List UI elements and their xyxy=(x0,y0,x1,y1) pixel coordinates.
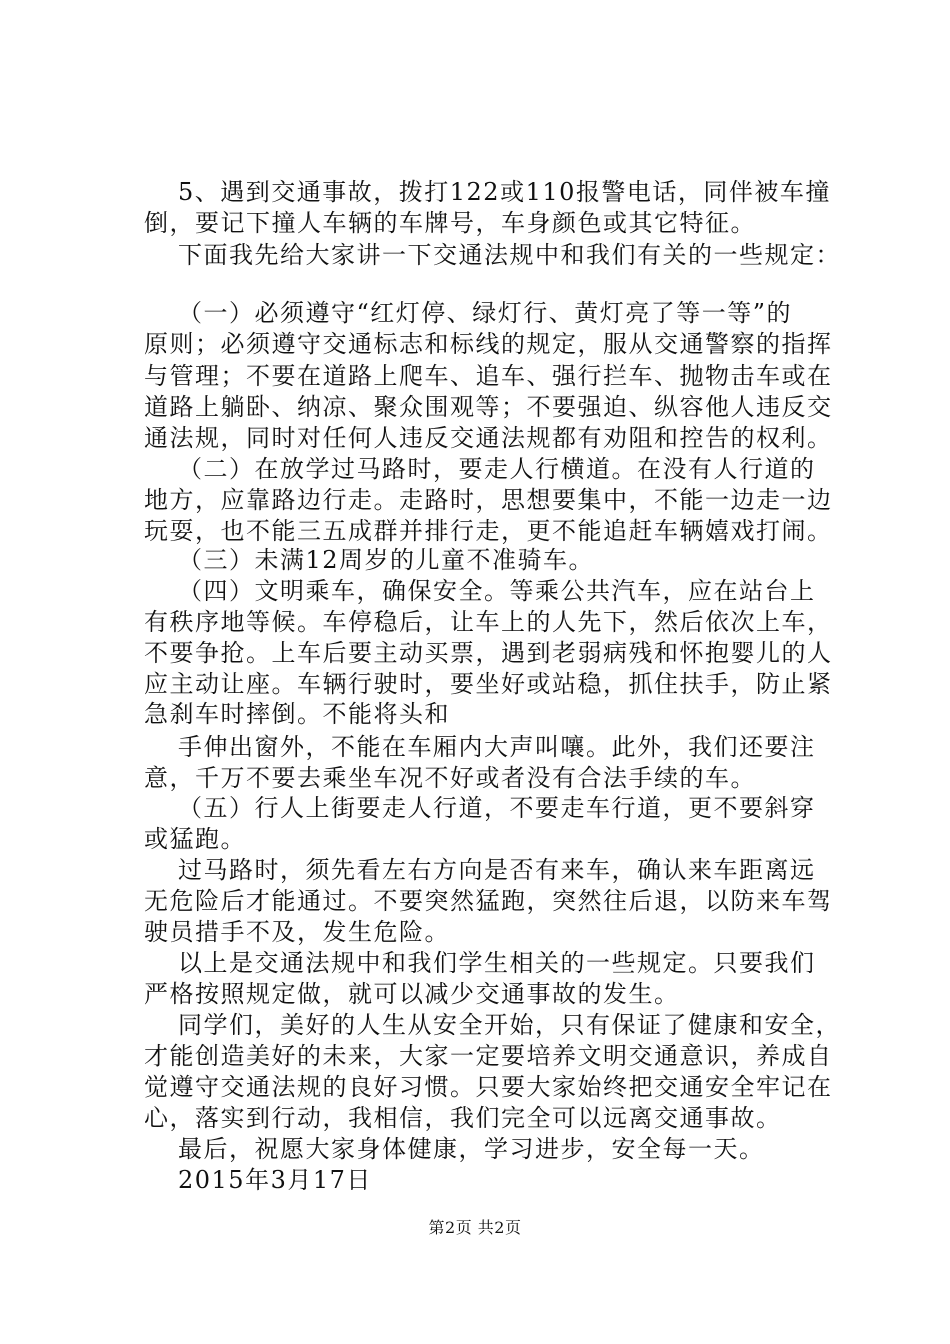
text-line: 5、遇到交通事故，拨打122或110报警电话，同伴被车撞 xyxy=(178,178,831,206)
text-line: 严格按照规定做，就可以减少交通事故的发生。 xyxy=(144,980,680,1008)
text-line: （五）行人上街要走人行道，不要走车行道，更不要斜穿 xyxy=(178,794,816,822)
text-line: 才能创造美好的未来，大家一定要培养文明交通意识，养成自 xyxy=(144,1042,833,1070)
text-line: （二）在放学过马路时，要走人行横道。在没有人行道的 xyxy=(178,455,816,483)
text-line: 急刹车时摔倒。不能将头和 xyxy=(144,700,450,728)
text-line: 过马路时，须先看左右方向是否有来车，确认来车距离远 xyxy=(178,856,816,884)
date-line: 2015年3月17日 xyxy=(178,1166,372,1194)
page-footer: 第2页 共2页 xyxy=(428,1218,522,1237)
text-line: 同学们，美好的人生从安全开始，只有保证了健康和安全， xyxy=(178,1011,841,1039)
text-line: 下面我先给大家讲一下交通法规中和我们有关的一些规定： xyxy=(178,241,841,269)
text-line: 觉遵守交通法规的良好习惯。只要大家始终把交通安全牢记在 xyxy=(144,1073,833,1101)
text-line: 驶员措手不及，发生危险。 xyxy=(144,918,450,946)
text-line: 原则；必须遵守交通标志和标线的规定，服从交通警察的指挥 xyxy=(144,330,833,358)
text-line: 道路上躺卧、纳凉、聚众围观等；不要强迫、纵容他人违反交 xyxy=(144,393,833,421)
text-line: 或猛跑。 xyxy=(144,825,246,853)
text-line: 手伸出窗外，不能在车厢内大声叫嚷。此外，我们还要注 xyxy=(178,733,816,761)
text-line: 有秩序地等候。车停稳后，让车上的人先下，然后依次上车， xyxy=(144,608,833,636)
text-line: （一）必须遵守“红灯停、绿灯行、黄灯亮了等一等”的 xyxy=(178,299,793,327)
text-line: （四）文明乘车，确保安全。等乘公共汽车，应在站台上 xyxy=(178,577,816,605)
text-line: 应主动让座。车辆行驶时，要坐好或站稳，抓住扶手，防止紧 xyxy=(144,670,833,698)
text-line: 最后，祝愿大家身体健康，学习进步，安全每一天。 xyxy=(178,1135,765,1163)
text-line: 意，千万不要去乘坐车况不好或者没有合法手续的车。 xyxy=(144,764,756,792)
text-line: 以上是交通法规中和我们学生相关的一些规定。只要我们 xyxy=(178,949,816,977)
text-line: 与管理；不要在道路上爬车、追车、强行拦车、抛物击车或在 xyxy=(144,362,833,390)
text-line: 地方，应靠路边行走。走路时，思想要集中，不能一边走一边 xyxy=(144,486,833,514)
text-line: 玩耍，也不能三五成群并排行走，更不能追赶车辆嬉戏打闹。 xyxy=(144,517,833,545)
text-line: （三）未满12周岁的儿童不准骑车。 xyxy=(178,546,595,574)
text-line: 不要争抢。上车后要主动买票，遇到老弱病残和怀抱婴儿的人 xyxy=(144,639,833,667)
text-line: 无危险后才能通过。不要突然猛跑，突然往后退，以防来车驾 xyxy=(144,887,833,915)
text-line: 通法规，同时对任何人违反交通法规都有劝阻和控告的权利。 xyxy=(144,424,833,452)
text-line: 心，落实到行动，我相信，我们完全可以远离交通事故。 xyxy=(144,1104,782,1132)
text-line: 倒，要记下撞人车辆的车牌号，车身颜色或其它特征。 xyxy=(144,209,756,237)
